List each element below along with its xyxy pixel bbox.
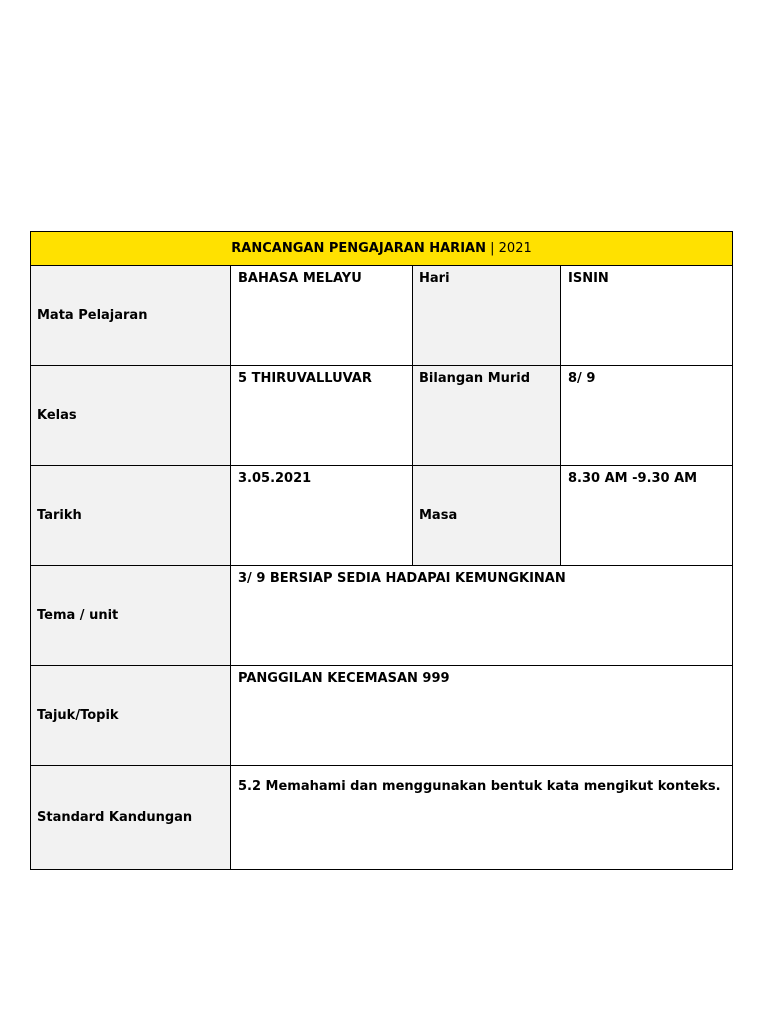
table-row bbox=[31, 566, 733, 666]
label-cell: Tajuk/Topik bbox=[31, 666, 231, 766]
value-cell: 5.2 Memahami dan menggunakan bentuk kata mengikut konteks. bbox=[231, 766, 733, 870]
header-separator: | bbox=[490, 241, 495, 256]
label-cell: Kelas bbox=[31, 366, 231, 466]
header-year: 2021 bbox=[498, 241, 532, 256]
table-header bbox=[31, 232, 733, 266]
value-cell: 5 THIRUVALLUVAR bbox=[231, 366, 413, 466]
label-cell: Standard Kandungan bbox=[31, 766, 231, 870]
table-row bbox=[31, 266, 733, 366]
table-row bbox=[31, 366, 733, 466]
value-cell: 3/ 9 BERSIAP SEDIA HADAPAI KEMUNGKINAN bbox=[231, 566, 733, 666]
value-cell: BAHASA MELAYU bbox=[231, 266, 413, 366]
label-cell: Tarikh bbox=[31, 466, 231, 566]
value-cell: 8/ 9 bbox=[561, 366, 733, 466]
label-cell: Masa bbox=[413, 466, 561, 566]
table-row bbox=[31, 466, 733, 566]
header-title: RANCANGAN PENGAJARAN HARIAN bbox=[231, 241, 486, 256]
lesson-plan-table bbox=[30, 231, 733, 870]
value-cell: ISNIN bbox=[561, 266, 733, 366]
label-cell: Tema / unit bbox=[31, 566, 231, 666]
label-cell: Hari bbox=[413, 266, 561, 366]
label-cell: Mata Pelajaran bbox=[31, 266, 231, 366]
value-cell: 8.30 AM -9.30 AM bbox=[561, 466, 733, 566]
label-cell: Bilangan Murid bbox=[413, 366, 561, 466]
value-cell: PANGGILAN KECEMASAN 999 bbox=[231, 666, 733, 766]
table-header-row bbox=[31, 232, 733, 266]
table-row bbox=[31, 666, 733, 766]
table-row bbox=[31, 766, 733, 870]
value-cell: 3.05.2021 bbox=[231, 466, 413, 566]
